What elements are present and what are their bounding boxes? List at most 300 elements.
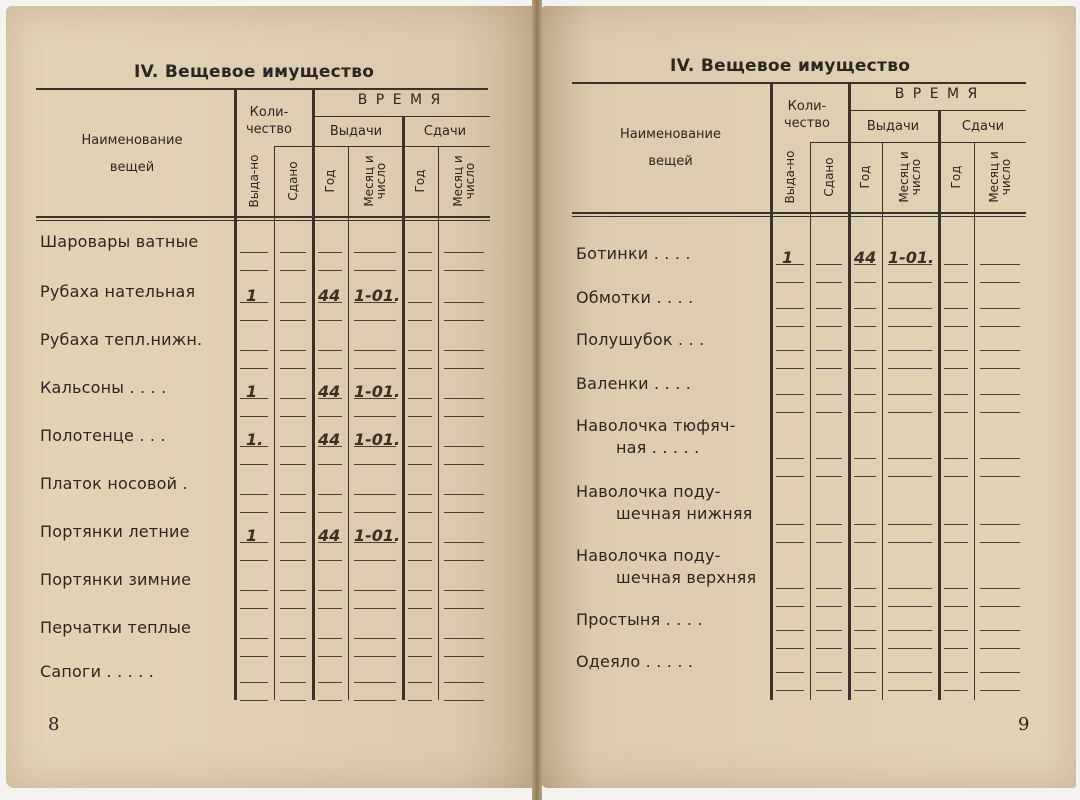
blank-line (280, 416, 306, 417)
blank-line (408, 302, 432, 303)
blank-line (354, 350, 396, 351)
sub-returned-label: Сдано (822, 157, 836, 197)
blank-line (444, 682, 484, 683)
blank-line (354, 494, 396, 495)
item-name: Платок носовой . (40, 474, 188, 493)
blank-line (240, 494, 268, 495)
blank-line (240, 560, 268, 561)
blank-line (980, 648, 1020, 649)
blank-line (444, 350, 484, 351)
blank-line (854, 648, 876, 649)
blank-line (776, 606, 804, 607)
blank-line (776, 542, 804, 543)
blank-line (816, 282, 842, 283)
header-top-rule (36, 88, 488, 90)
blank-line (854, 476, 876, 477)
item-name: Наволочка поду- (576, 546, 721, 565)
blank-line (854, 606, 876, 607)
blank-line (816, 672, 842, 673)
blank-line (240, 464, 268, 465)
blank-line (444, 512, 484, 513)
item-name: Перчатки теплые (40, 618, 192, 637)
col-name-line2: вещей (648, 154, 693, 169)
blank-line (980, 476, 1020, 477)
blank-line (318, 638, 342, 639)
blank-line (888, 690, 932, 691)
blank-line (318, 608, 342, 609)
blank-line (776, 368, 804, 369)
blank-line (776, 326, 804, 327)
blank-line (944, 350, 968, 351)
blank-line (354, 608, 396, 609)
blank-line (318, 320, 342, 321)
header-top-rule (572, 82, 1026, 84)
blank-line (944, 476, 968, 477)
blank-line (444, 252, 484, 253)
blank-line (354, 656, 396, 657)
blank-line (816, 542, 842, 543)
blank-line (318, 494, 342, 495)
blank-line (354, 638, 396, 639)
col-name-line2: вещей (109, 160, 155, 175)
blank-line (944, 524, 968, 525)
handwritten-year: 44 (318, 382, 341, 401)
item-name: Наволочка тюфяч- (576, 416, 736, 435)
blank-line (776, 350, 804, 351)
blank-line (318, 700, 342, 701)
blank-line (980, 368, 1020, 369)
blank-line (318, 252, 342, 253)
col-return-label: Сдачи (423, 124, 467, 139)
blank-line (980, 326, 1020, 327)
blank-line (980, 588, 1020, 589)
blank-line (888, 606, 932, 607)
handwritten-qty: 1 (782, 248, 794, 267)
handwritten-date: 1-01. (354, 382, 401, 401)
blank-line (240, 590, 268, 591)
blank-line (854, 690, 876, 691)
blank-line (408, 590, 432, 591)
blank-line (816, 648, 842, 649)
blank-line (980, 606, 1020, 607)
blank-line (888, 476, 932, 477)
sub-month-day-label: Месяц и число (987, 151, 1013, 203)
blank-line (408, 350, 432, 351)
blank-line (444, 302, 484, 303)
item-name: Ботинки . . . . (576, 244, 691, 263)
col-qty-label (230, 104, 308, 138)
blank-line (408, 560, 432, 561)
item-name: Одеяло . . . . . (576, 652, 694, 671)
blank-line (280, 368, 306, 369)
blank-line (854, 588, 876, 589)
blank-line (354, 700, 396, 701)
page-title: IV. Вещевое имущество (670, 56, 911, 76)
sub-month-day-label: Месяц и число (451, 155, 477, 207)
item-name: Обмотки . . . . (576, 288, 694, 307)
blank-line (980, 308, 1020, 309)
blank-line (408, 398, 432, 399)
page-number: 8 (48, 714, 60, 735)
blank-line (318, 512, 342, 513)
blank-line (354, 416, 396, 417)
blank-line (854, 672, 876, 673)
blank-line (980, 264, 1020, 265)
blank-line (980, 690, 1020, 691)
blank-line (408, 656, 432, 657)
blank-line (318, 590, 342, 591)
blank-line (408, 638, 432, 639)
blank-line (354, 512, 396, 513)
blank-line (240, 608, 268, 609)
blank-line (980, 458, 1020, 459)
blank-line (980, 630, 1020, 631)
blank-line (944, 412, 968, 413)
blank-line (408, 270, 432, 271)
blank-line (816, 476, 842, 477)
blank-line (980, 412, 1020, 413)
blank-line (944, 672, 968, 673)
blank-line (816, 412, 842, 413)
blank-line (944, 648, 968, 649)
blank-line (776, 308, 804, 309)
header-issue-rule (274, 146, 490, 147)
blank-line (280, 464, 306, 465)
blank-line (816, 524, 842, 525)
blank-line (944, 630, 968, 631)
col-issue-label: Выдачи (329, 124, 383, 139)
blank-line (444, 700, 484, 701)
blank-line (408, 700, 432, 701)
blank-line (280, 446, 306, 447)
blank-line (816, 630, 842, 631)
blank-line (944, 690, 968, 691)
item-name: Полотенце . . . (40, 426, 166, 445)
item-name: Рубаха нательная (40, 282, 196, 301)
blank-line (354, 590, 396, 591)
blank-line (444, 368, 484, 369)
blank-line (280, 350, 306, 351)
item-name: Простыня . . . . (576, 610, 703, 629)
blank-line (776, 524, 804, 525)
blank-line (888, 350, 932, 351)
blank-line (444, 638, 484, 639)
blank-line (408, 542, 432, 543)
blank-line (408, 682, 432, 683)
blank-line (944, 368, 968, 369)
header-bottom-rule-2 (572, 216, 1026, 217)
blank-line (408, 416, 432, 417)
blank-line (280, 252, 306, 253)
blank-line (444, 560, 484, 561)
blank-line (318, 270, 342, 271)
blank-line (854, 542, 876, 543)
header-bottom-rule-2 (36, 220, 490, 221)
sub-issued-label: Выда-но (247, 154, 261, 208)
blank-line (888, 326, 932, 327)
page-number: 9 (1018, 714, 1030, 735)
sub-year-label: Год (949, 165, 963, 189)
column-rule (882, 142, 883, 700)
blank-line (444, 494, 484, 495)
blank-line (944, 394, 968, 395)
blank-line (854, 630, 876, 631)
blank-line (408, 494, 432, 495)
handwritten-date: 1-01. (354, 526, 401, 545)
blank-line (816, 326, 842, 327)
blank-line (408, 320, 432, 321)
blank-line (888, 368, 932, 369)
blank-line (816, 588, 842, 589)
blank-line (944, 606, 968, 607)
item-name: Кальсоны . . . . (40, 378, 167, 397)
blank-line (944, 542, 968, 543)
handwritten-date: 1-01. (354, 286, 401, 305)
blank-line (944, 264, 968, 265)
col-qty-line2: чество (783, 116, 830, 131)
blank-line (318, 416, 342, 417)
col-qty-line1: Коли- (787, 99, 827, 114)
blank-line (318, 682, 342, 683)
blank-line (280, 608, 306, 609)
handwritten-date: 1-01. (354, 430, 401, 449)
column-rule (810, 142, 811, 700)
blank-line (776, 690, 804, 691)
item-name: шечная нижняя (616, 504, 753, 523)
blank-line (980, 672, 1020, 673)
blank-line (240, 512, 268, 513)
item-name: Сапоги . . . . . (40, 662, 155, 681)
item-name: Рубаха тепл.нижн. (40, 330, 203, 349)
blank-line (816, 606, 842, 607)
sub-returned-label: Сдано (286, 161, 300, 201)
col-name-line1: Наименование (619, 127, 722, 142)
blank-line (776, 458, 804, 459)
blank-line (888, 588, 932, 589)
blank-line (354, 320, 396, 321)
blank-line (240, 700, 268, 701)
item-name: Портянки летние (40, 522, 190, 541)
blank-line (444, 608, 484, 609)
col-return-label: Сдачи (961, 119, 1005, 134)
blank-line (280, 320, 306, 321)
header-issue-rule (810, 142, 1026, 143)
blank-line (816, 458, 842, 459)
blank-line (444, 542, 484, 543)
blank-line (408, 252, 432, 253)
handwritten-year: 44 (318, 526, 341, 545)
blank-line (444, 416, 484, 417)
blank-line (444, 270, 484, 271)
blank-line (280, 398, 306, 399)
column-rule (974, 142, 975, 700)
blank-line (816, 308, 842, 309)
blank-line (318, 560, 342, 561)
handwritten-qty: 1 (246, 382, 258, 401)
blank-line (444, 398, 484, 399)
blank-line (776, 588, 804, 589)
blank-line (776, 412, 804, 413)
blank-line (776, 476, 804, 477)
blank-line (444, 320, 484, 321)
header-bottom-rule (572, 212, 1026, 214)
blank-line (980, 282, 1020, 283)
blank-line (240, 320, 268, 321)
blank-line (888, 672, 932, 673)
col-name-label (588, 126, 753, 170)
blank-line (944, 282, 968, 283)
blank-line (816, 368, 842, 369)
col-name-line1: Наименование (81, 133, 183, 148)
blank-line (776, 648, 804, 649)
blank-line (240, 350, 268, 351)
blank-line (354, 682, 396, 683)
blank-line (280, 700, 306, 701)
blank-line (816, 264, 842, 265)
sub-year-label: Год (413, 169, 427, 193)
blank-line (280, 590, 306, 591)
blank-line (240, 252, 268, 253)
blank-line (980, 394, 1020, 395)
col-name-label (52, 132, 212, 176)
blank-line (408, 464, 432, 465)
col-time-label: В Р Е М Я (357, 92, 443, 108)
blank-line (816, 690, 842, 691)
blank-line (854, 282, 876, 283)
blank-line (854, 326, 876, 327)
item-name: Валенки . . . . (576, 374, 692, 393)
blank-line (240, 682, 268, 683)
handwritten-date: 1-01. (888, 248, 935, 267)
header-bottom-rule (36, 216, 490, 218)
col-issue-label: Выдачи (866, 119, 920, 134)
blank-line (408, 368, 432, 369)
sub-month-day-label: Месяц и число (362, 155, 388, 207)
blank-line (888, 308, 932, 309)
blank-line (944, 458, 968, 459)
blank-line (408, 512, 432, 513)
blank-line (444, 464, 484, 465)
header-time-rule (312, 116, 490, 117)
sub-issued-label: Выда-но (783, 150, 797, 204)
sub-month-day-label: Месяц и число (897, 151, 923, 203)
blank-line (280, 302, 306, 303)
col-qty-label (768, 98, 846, 132)
handwritten-year: 44 (318, 286, 341, 305)
blank-line (240, 368, 268, 369)
blank-line (854, 412, 876, 413)
blank-line (776, 630, 804, 631)
blank-line (354, 560, 396, 561)
blank-line (280, 270, 306, 271)
handwritten-year: 44 (854, 248, 877, 267)
handwritten-qty: 1 (246, 526, 258, 545)
blank-line (888, 282, 932, 283)
blank-line (280, 656, 306, 657)
blank-line (854, 308, 876, 309)
sub-year-label: Год (858, 165, 872, 189)
blank-line (444, 656, 484, 657)
blank-line (816, 350, 842, 351)
blank-line (354, 252, 396, 253)
blank-line (318, 368, 342, 369)
column-rule (348, 146, 349, 700)
blank-line (980, 524, 1020, 525)
blank-line (944, 326, 968, 327)
page-title: IV. Вещевое имущество (134, 62, 375, 82)
blank-line (776, 394, 804, 395)
sub-year-label: Год (323, 169, 337, 193)
item-name: ная . . . . . (616, 438, 700, 457)
blank-line (854, 458, 876, 459)
column-rule (438, 146, 439, 700)
blank-line (776, 672, 804, 673)
handwritten-qty: 1. (246, 430, 264, 449)
item-name: Наволочка поду- (576, 482, 721, 501)
item-name: Полушубок . . . (576, 330, 705, 349)
blank-line (280, 494, 306, 495)
blank-line (240, 270, 268, 271)
blank-line (816, 394, 842, 395)
blank-line (444, 446, 484, 447)
blank-line (980, 350, 1020, 351)
blank-line (354, 270, 396, 271)
blank-line (318, 464, 342, 465)
blank-line (240, 656, 268, 657)
item-name: Портянки зимние (40, 570, 192, 589)
blank-line (888, 542, 932, 543)
col-qty-line1: Коли- (249, 105, 289, 120)
blank-line (854, 394, 876, 395)
blank-line (944, 588, 968, 589)
item-name: шечная верхняя (616, 568, 757, 587)
blank-line (280, 638, 306, 639)
col-time-label: В Р Е М Я (894, 86, 980, 102)
blank-line (888, 524, 932, 525)
blank-line (854, 368, 876, 369)
blank-line (888, 630, 932, 631)
blank-line (888, 394, 932, 395)
column-rule (274, 146, 275, 700)
blank-line (280, 542, 306, 543)
blank-line (408, 446, 432, 447)
header-time-rule (848, 110, 1026, 111)
blank-line (854, 524, 876, 525)
blank-line (240, 638, 268, 639)
blank-line (944, 308, 968, 309)
blank-line (318, 350, 342, 351)
handwritten-year: 44 (318, 430, 341, 449)
blank-line (318, 656, 342, 657)
blank-line (776, 282, 804, 283)
blank-line (444, 590, 484, 591)
handwritten-qty: 1 (246, 286, 258, 305)
blank-line (240, 416, 268, 417)
blank-line (354, 464, 396, 465)
blank-line (354, 368, 396, 369)
blank-line (888, 458, 932, 459)
blank-line (854, 350, 876, 351)
blank-line (980, 542, 1020, 543)
blank-line (888, 412, 932, 413)
blank-line (888, 648, 932, 649)
col-qty-line2: чество (245, 122, 292, 137)
book-gutter (532, 0, 542, 800)
item-name: Шаровары ватные (40, 232, 199, 251)
blank-line (280, 560, 306, 561)
blank-line (280, 512, 306, 513)
blank-line (408, 608, 432, 609)
